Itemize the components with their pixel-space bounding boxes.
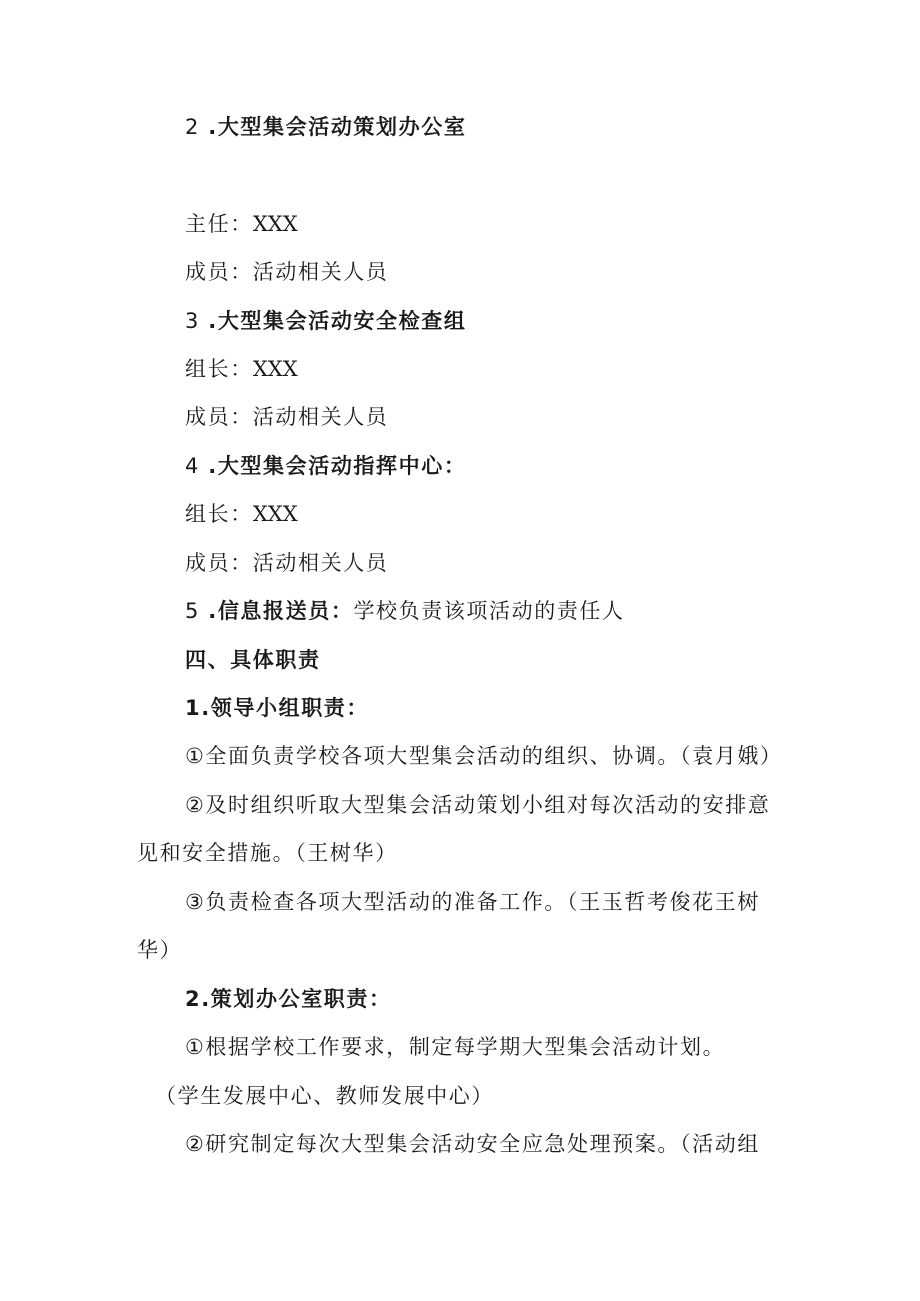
section-number: 4 bbox=[185, 454, 200, 478]
section-title: .信息报送员： bbox=[208, 599, 354, 623]
duty-2-item-1-line-2: （学生发展中心、教师发展中心） bbox=[155, 1084, 494, 1108]
duty-1-item-2-line-1: ②及时组织听取大型集会活动策划小组对每次活动的安排意 bbox=[185, 793, 771, 817]
leader-line bbox=[185, 355, 298, 383]
section-title: .大型集会活动安全检查组 bbox=[208, 309, 467, 333]
duty-1-item-2-line-2: 见和安全措施。（王树华） bbox=[137, 841, 398, 865]
director-line bbox=[185, 210, 298, 238]
field-label: 主任： bbox=[185, 212, 253, 236]
section-title: .大型集会活动指挥中心： bbox=[208, 454, 467, 478]
duty-2-heading: 2.策划办公室职责： bbox=[185, 987, 392, 1011]
duty-2-item-1-line-1: ①根据学校工作要求，制定每学期大型集会活动计划。 bbox=[185, 1035, 726, 1059]
field-value: XXX bbox=[252, 502, 298, 526]
field-value: XXX bbox=[252, 212, 298, 236]
members-line: 成员：活动相关人员 bbox=[185, 551, 389, 575]
section-title: .大型集会活动策划办公室 bbox=[208, 115, 467, 139]
section-number: 2 bbox=[185, 115, 200, 139]
field-value: XXX bbox=[252, 357, 298, 381]
duty-1-item-3-line-1: ③负责检查各项大型活动的准备工作。（王玉哲考俊花王树 bbox=[185, 890, 760, 914]
section-5-line bbox=[185, 597, 625, 625]
field-label: 组长： bbox=[185, 502, 253, 526]
section-3-heading bbox=[185, 307, 466, 335]
duty-1-item-3-line-2: 华） bbox=[137, 938, 183, 962]
duty-1-heading: 1.领导小组职责： bbox=[185, 696, 369, 720]
duty-2-item-2-line-1: ②研究制定每次大型集会活动安全应急处理预案。（活动组 bbox=[185, 1132, 760, 1156]
section-2-heading bbox=[185, 113, 466, 141]
section-number: 3 bbox=[185, 309, 200, 333]
members-line: 成员：活动相关人员 bbox=[185, 260, 389, 284]
section-body: 学校负责该项活动的责任人 bbox=[353, 599, 625, 623]
section-4-heading bbox=[185, 452, 466, 480]
duty-1-item-1: ①全面负责学校各项大型集会活动的组织、协调。（袁月娥） bbox=[185, 744, 783, 768]
section-number: 5 bbox=[185, 599, 200, 623]
members-line: 成员：活动相关人员 bbox=[185, 405, 389, 429]
leader-line bbox=[185, 500, 298, 528]
part-4-heading: 四、具体职责 bbox=[185, 648, 321, 672]
field-label: 组长： bbox=[185, 357, 253, 381]
